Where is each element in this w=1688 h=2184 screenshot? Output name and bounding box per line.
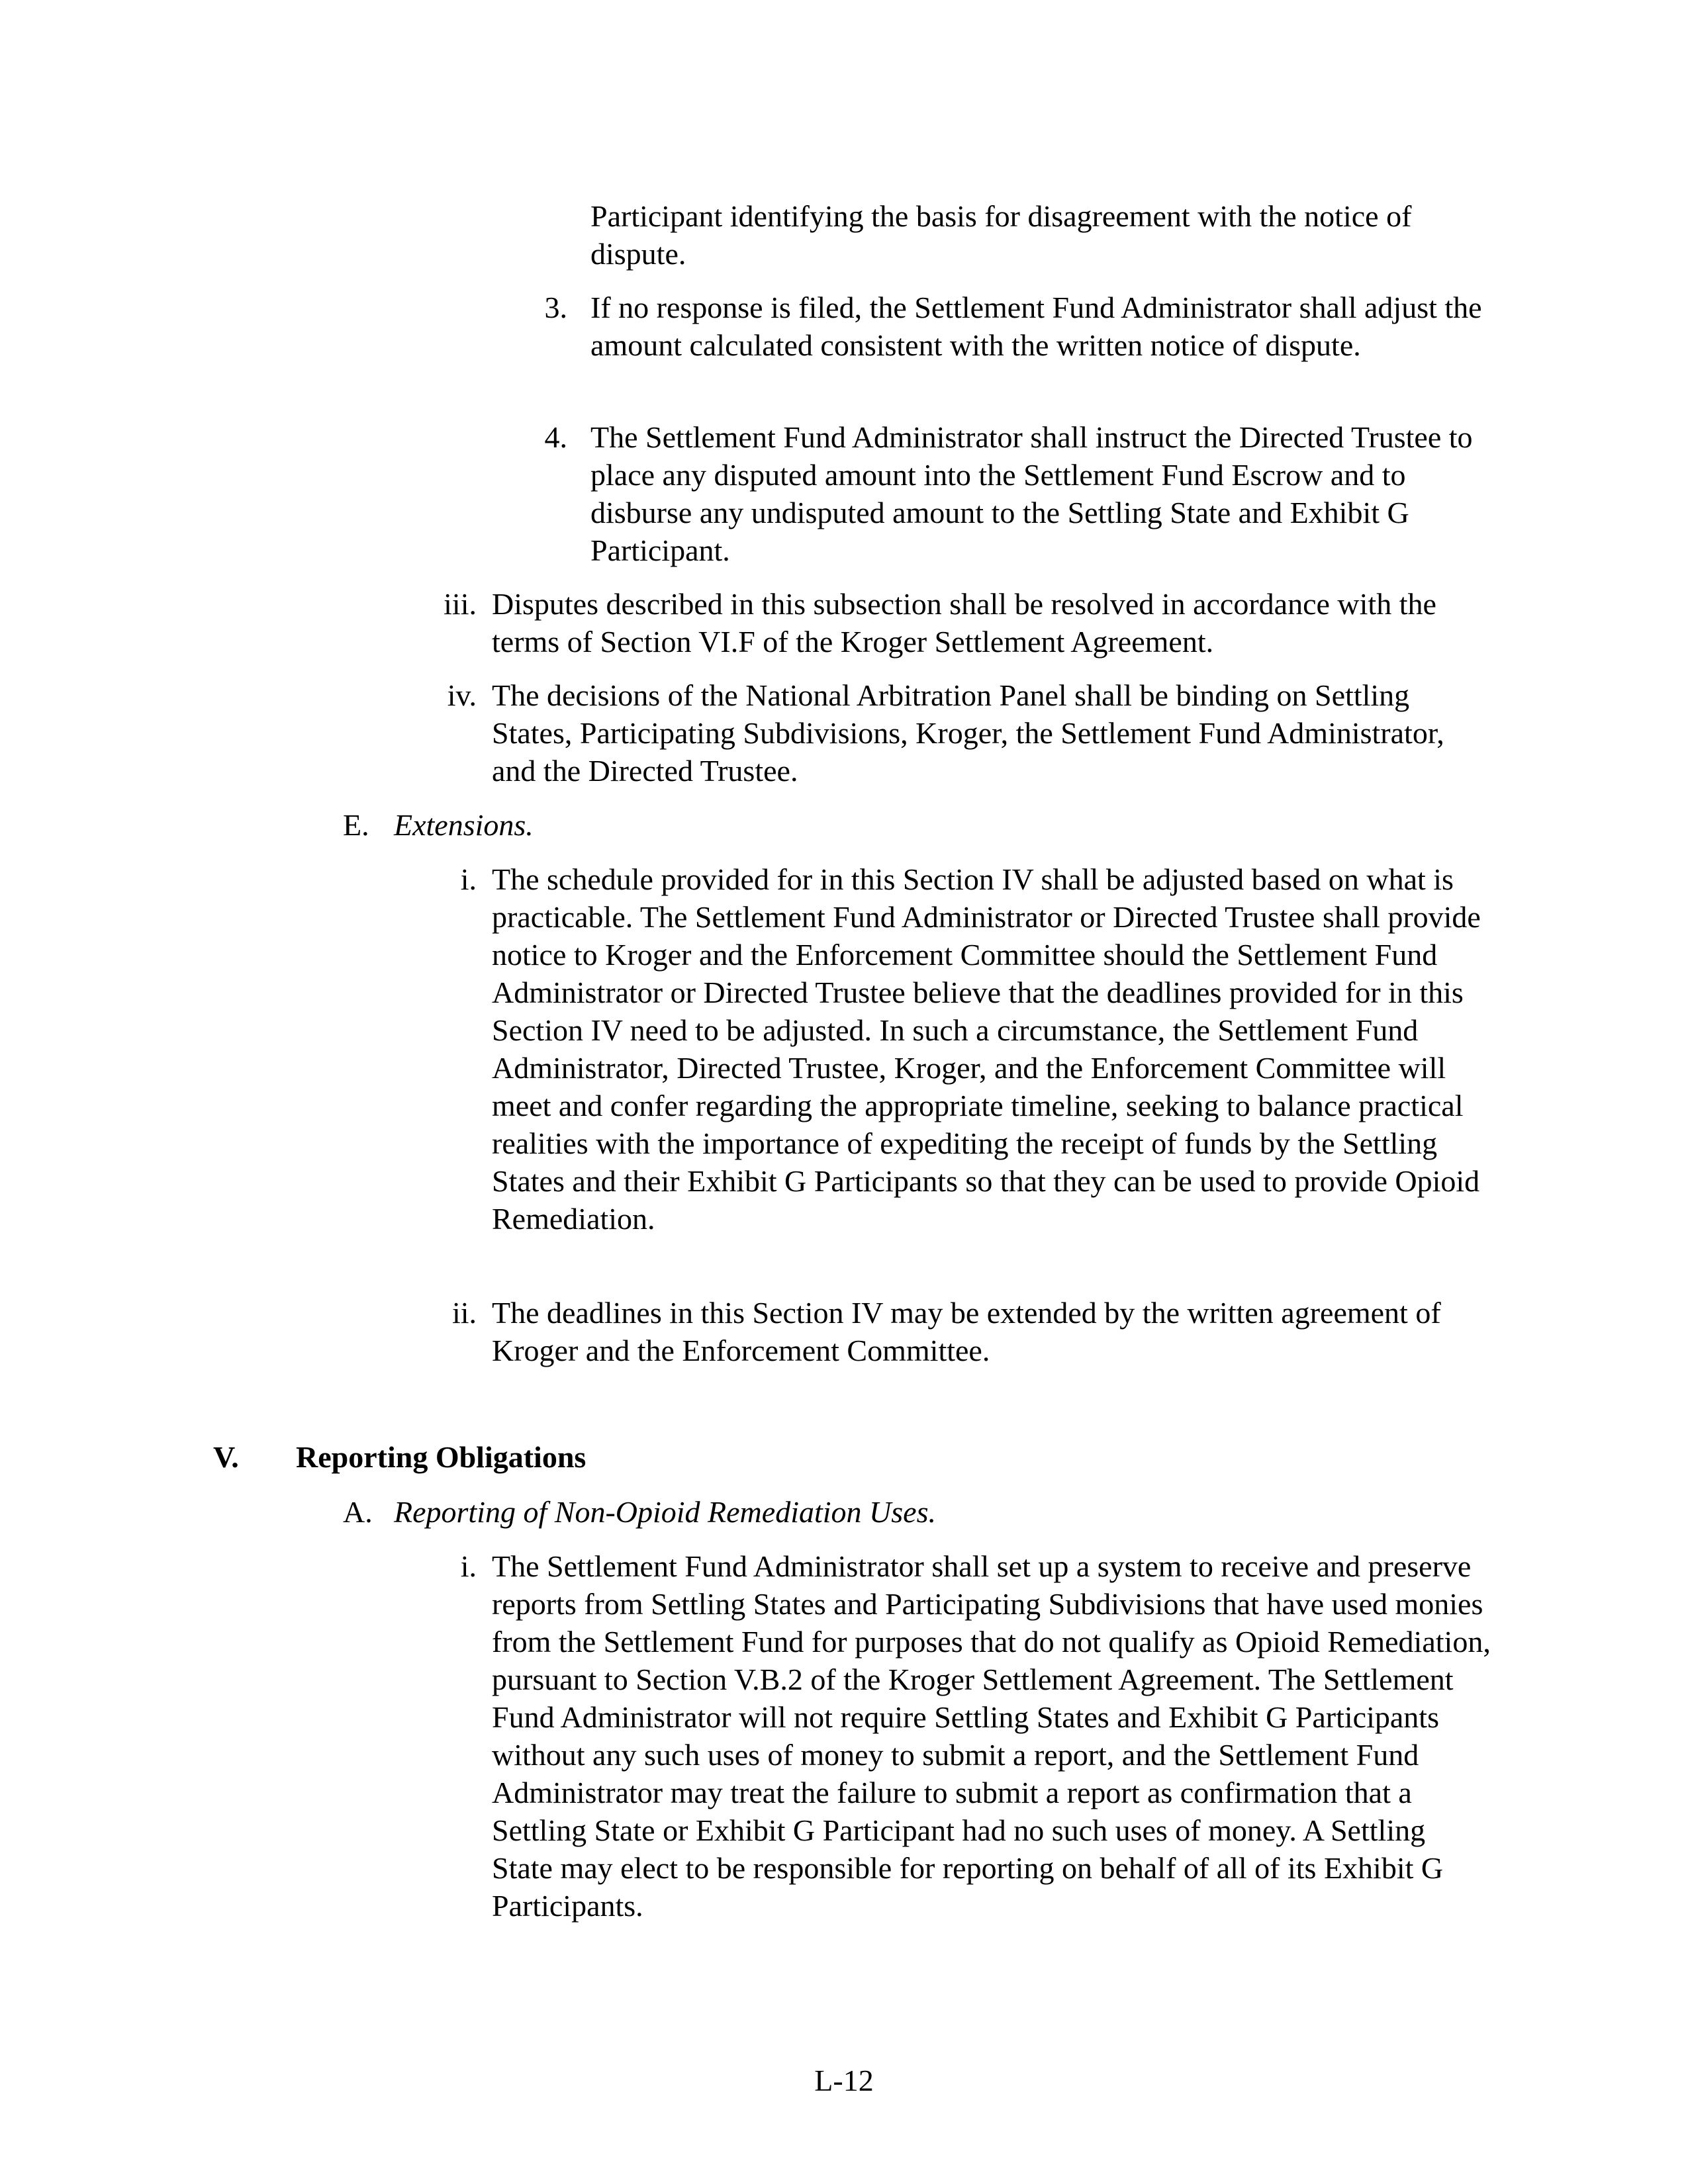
list-marker: i. [460,1549,477,1583]
section-title: Reporting Obligations [296,1440,586,1474]
subsection-title: Reporting of Non-Opioid Remediation Uses. [394,1495,936,1529]
subsection-title: Extensions. [394,808,534,842]
paragraph-text: The schedule provided for in this Section IV shall be adjusted based on what is practicable. The Settlement Fund Administrator or Directed Trustee shall provide notice to Kroger and the Enforcement Committee should the Settlement Fund Administrator or Directed Trustee believe that the deadlines provided for in this Section IV need to be adjusted. In such a circumstance, the Settlement Fund Administrator, Directed Trustee, Kroger, and the Enforcement Committee will meet and confer regarding the appropriate timeline, seeking to balance practical realities with the importance of expediting the receipt of funds by the Settling States and their Exhibit G Participants so that they can be used to provide Opioid Remediation. [492,862,1481,1236]
list-marker: E. [343,808,369,842]
continuation-paragraph [590,197,1491,273]
paragraph-text: The Settlement Fund Administrator shall instruct the Directed Trustee to place any disputed amount into the Settlement Fund Escrow and to disburse any undisputed amount to the Settling State and Exhibit G Participant. [590,420,1473,567]
section-number: V. [213,1440,239,1474]
paragraph-text: The decisions of the National Arbitration Panel shall be binding on Settling States, Participating Subdivisions, Kroger, the Settlement Fund Administrator, and the Directed Trustee. [492,678,1444,788]
list-marker: A. [343,1495,373,1529]
paragraph-text: The deadlines in this Section IV may be extended by the written agreement of Kroger and the Enforcement Committee. [492,1296,1441,1367]
paragraph-text: If no response is filed, the Settlement Fund Administrator shall adjust the amount calculated consistent with the written notice of dispute. [590,291,1482,362]
list-marker: 3. [544,291,567,324]
list-marker: i. [460,862,477,896]
list-marker: iv. [447,678,477,712]
page-number: L-12 [814,2064,874,2097]
paragraph-text: Participant identifying the basis for disagreement with the notice of dispute. [590,199,1412,271]
paragraph-text: Disputes described in this subsection shall be resolved in accordance with the terms of Section VI.F of the Kroger Settlement Agreement. [492,587,1436,659]
list-marker: iii. [444,587,477,621]
paragraph-text: The Settlement Fund Administrator shall set up a system to receive and preserve reports from Settling States and Participating Subdivisions that have used monies from the Settlement Fund for purposes that do not qualify as Opioid Remediation, pursuant to Section V.B.2 of the Kroger Settlement Agreement. The Settlement Fund Administrator will not require Settling States and Exhibit G Participants without any such uses of money to submit a report, and the Settlement Fund Administrator may treat the failure to submit a report as confirmation that a Settling State or Exhibit G Participant had no such uses of money. A Settling State may elect to be responsible for reporting on behalf of all of its Exhibit G Participants. [492,1549,1491,1923]
list-marker: 4. [544,420,567,454]
list-marker: ii. [451,1296,477,1330]
